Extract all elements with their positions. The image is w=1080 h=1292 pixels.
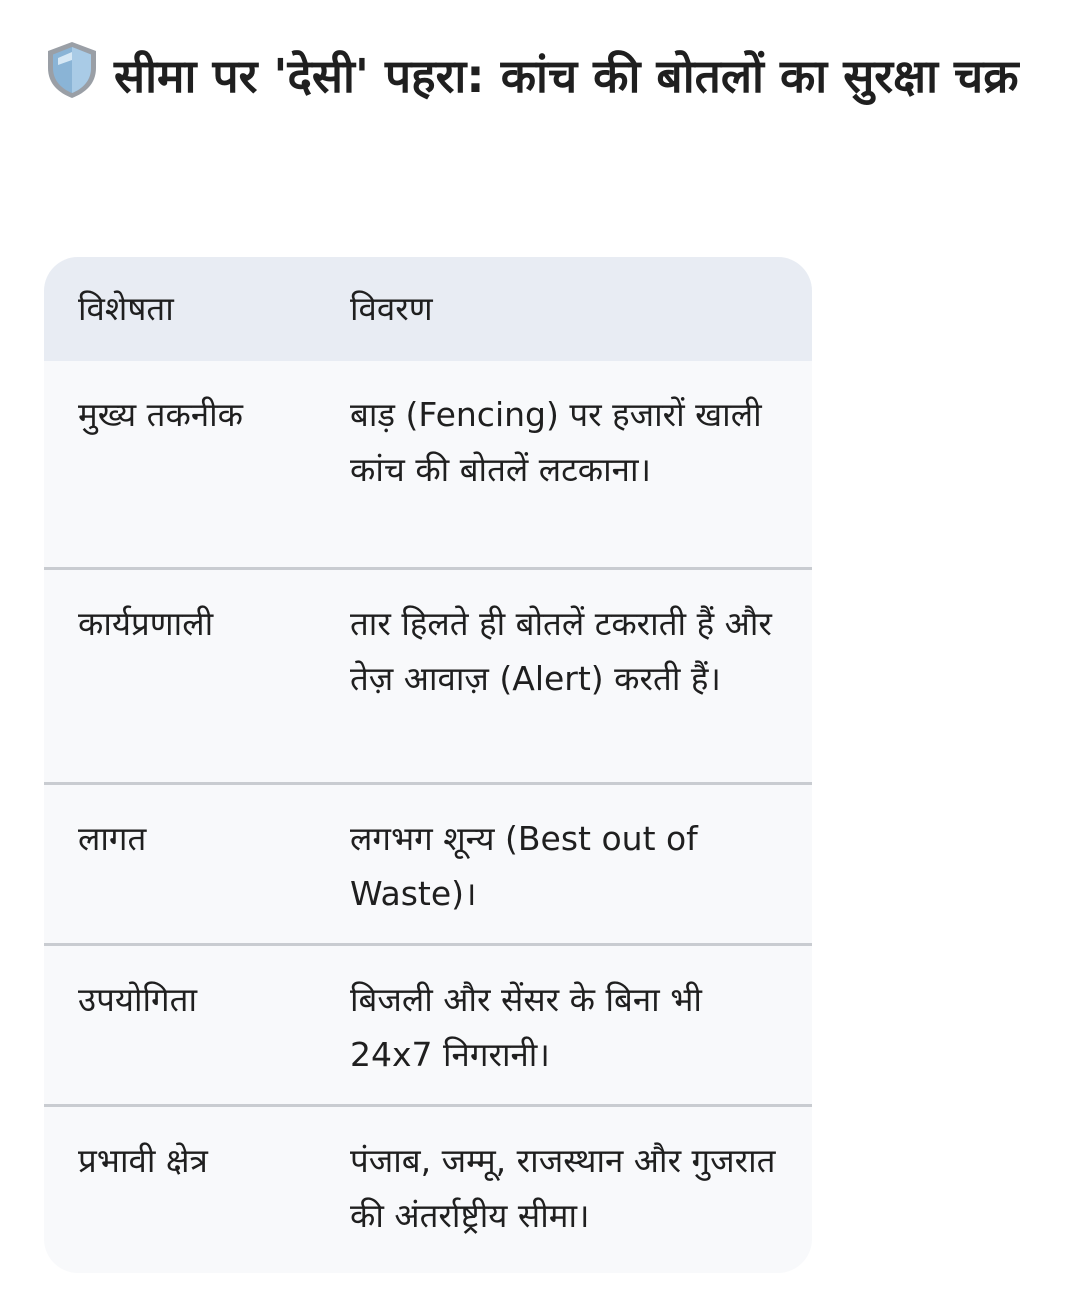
feature-cell: कार्यप्रणाली <box>44 569 316 784</box>
table-row <box>44 569 812 784</box>
heading-text: सीमा पर 'देसी' पहरा: कांच की बोतलों का सुरक्षा चक्र <box>114 49 1019 103</box>
table-header-row <box>44 257 812 361</box>
detail-cell: लगभग शून्य (Best out of Waste)। <box>316 784 812 945</box>
shield-icon <box>44 38 100 98</box>
column-header-feature: विशेषता <box>44 257 316 361</box>
table-row <box>44 784 812 945</box>
table-row <box>44 1106 812 1266</box>
column-header-detail: विवरण <box>316 257 812 361</box>
detail-cell: तार हिलते ही बोतलें टकराती हैं और तेज़ आवाज़ (Alert) करती हैं। <box>316 569 812 784</box>
detail-cell: बाड़ (Fencing) पर हजारों खाली कांच की बोतलें लटकाना। <box>350 395 762 489</box>
table-row <box>44 361 812 569</box>
feature-cell: लागत <box>44 784 316 945</box>
features-table <box>44 257 812 1273</box>
page-heading <box>44 30 1034 122</box>
feature-cell: उपयोगिता <box>44 945 316 1106</box>
detail-cell: बिजली और सेंसर के बिना भी 24x7 निगरानी। <box>316 945 812 1106</box>
feature-cell: मुख्य तकनीक <box>78 395 244 434</box>
detail-cell: पंजाब, जम्मू, राजस्थान और गुजरात की अंतर्राष्ट्रीय सीमा। <box>316 1106 812 1266</box>
table-row <box>44 945 812 1106</box>
feature-cell: प्रभावी क्षेत्र <box>44 1106 316 1266</box>
